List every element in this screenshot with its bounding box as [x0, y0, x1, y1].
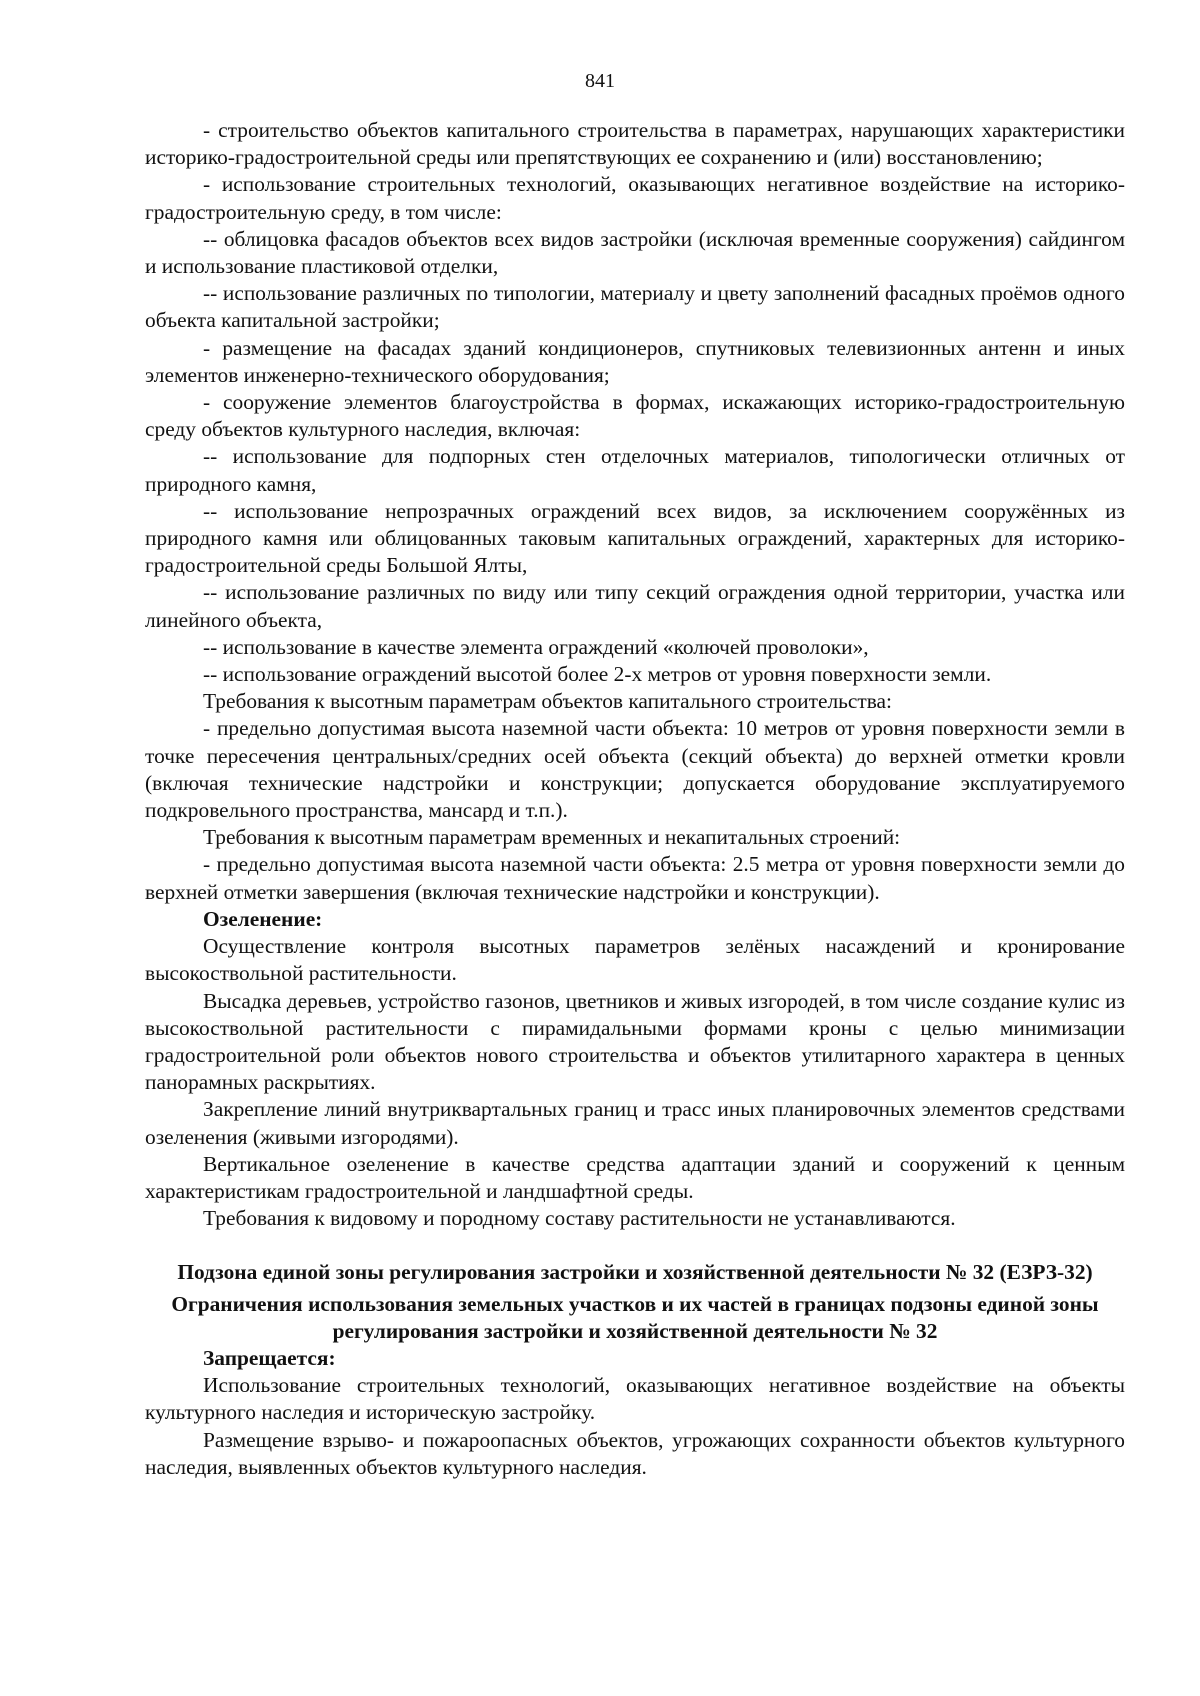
- paragraph: - сооружение элементов благоустройства в формах, искажающих историко-градостроительную среду объектов культурного наследия, включая:: [145, 390, 1125, 442]
- paragraph: -- облицовка фасадов объектов всех видов застройки (исключая временные сооружения) сайдингом и использование пластиковой отделки,: [145, 226, 1125, 279]
- paragraph: Закрепление линий внутриквартальных границ и трасс иных планировочных элементов средствами озеленения (живыми изгородями).: [145, 1097, 1125, 1149]
- document-body: [145, 117, 1125, 1481]
- paragraph: Требования к высотным параметрам объектов капитального строительства:: [203, 689, 892, 714]
- paragraph: -- использование различных по типологии, материалу и цвету заполнений фасадных проёмов одного объекта капитальной застройки;: [145, 281, 1125, 333]
- paragraph: - размещение на фасадах зданий кондиционеров, спутниковых телевизионных антенн и иных элементов инженерно-технического оборудования;: [145, 335, 1125, 387]
- paragraph: Использование строительных технологий, оказывающих негативное воздействие на объекты культурного наследия и историческую застройку.: [145, 1373, 1125, 1425]
- paragraph: Требования к видовому и породному составу растительности не устанавливаются.: [203, 1206, 956, 1231]
- paragraph: Требования к высотным параметрам временных и некапитальных строений:: [203, 825, 901, 850]
- paragraph: - предельно допустимая высота наземной части объекта: 2.5 метра от уровня поверхности земли до верхней отметки завершения (включая технические надстройки и конструкции).: [145, 852, 1125, 904]
- prohibited-heading: Запрещается:: [203, 1345, 336, 1370]
- paragraph: Вертикальное озеленение в качестве средства адаптации зданий и сооружений к ценным характеристикам градостроительной и ландшафтной среды.: [145, 1151, 1125, 1203]
- paragraph: -- использование различных по виду или типу секций ограждения одной территории, участка или линейного объекта,: [145, 580, 1125, 632]
- paragraph: - строительство объектов капитального строительства в параметрах, нарушающих характеристики историко-градостроительной среды или препятствующих ее сохранению и (или) восстановлению;: [145, 118, 1125, 170]
- page-number: 841: [585, 70, 615, 92]
- paragraph: Осуществление контроля высотных параметров зелёных насаждений и кронирование высокоствольной растительности.: [145, 934, 1125, 986]
- paragraph: - использование строительных технологий, оказывающих негативное воздействие на историко-градостроительную среду, в том числе:: [145, 172, 1125, 224]
- paragraph: Высадка деревьев, устройство газонов, цветников и живых изгородей, в том числе создание кулис из высокоствольной растительности с пирамидальными формами кроны с целью минимизации градостроительной роли объектов нового строительства и объектов утилитарного характера в ценных панорамных раскрытиях.: [145, 988, 1125, 1095]
- paragraph: Размещение взрыво- и пожароопасных объектов, угрожающих сохранности объектов культурного наследия, выявленных объектов культурного наследия.: [145, 1427, 1125, 1479]
- paragraph: -- использование ограждений высотой более 2-х метров от уровня поверхности земли.: [203, 662, 992, 687]
- section-heading-greening: Озеленение:: [203, 906, 323, 931]
- restrictions-title: Ограничения использования земельных участков и их частей в границах подзоны единой зоны регулирования застройки и хозяйственной деятельности № 32: [171, 1291, 1099, 1343]
- paragraph: -- использование непрозрачных ограждений всех видов, за исключением сооружённых из природного камня или облицованных таковым капитальных ограждений, характерных для историко-градостроительной среды Большой Ялты,: [145, 498, 1125, 578]
- paragraph: -- использование для подпорных стен отделочных материалов, типологически отличных от природного камня,: [145, 444, 1125, 496]
- paragraph: - предельно допустимая высота наземной части объекта: 10 метров от уровня поверхности земли в точке пересечения центральных/средних осей объекта (секций объекта) до верхней отметки кровли (включая технические надстройки и конструкции; допускается оборудование эксплуатируемого подкровельного пространства, мансард и т.п.).: [145, 716, 1125, 823]
- paragraph: -- использование в качестве элемента ограждений «колючей проволоки»,: [203, 634, 869, 659]
- subzone-title: Подзона единой зоны регулирования застройки и хозяйственной деятельности № 32 (ЕЗРЗ-32): [177, 1260, 1093, 1285]
